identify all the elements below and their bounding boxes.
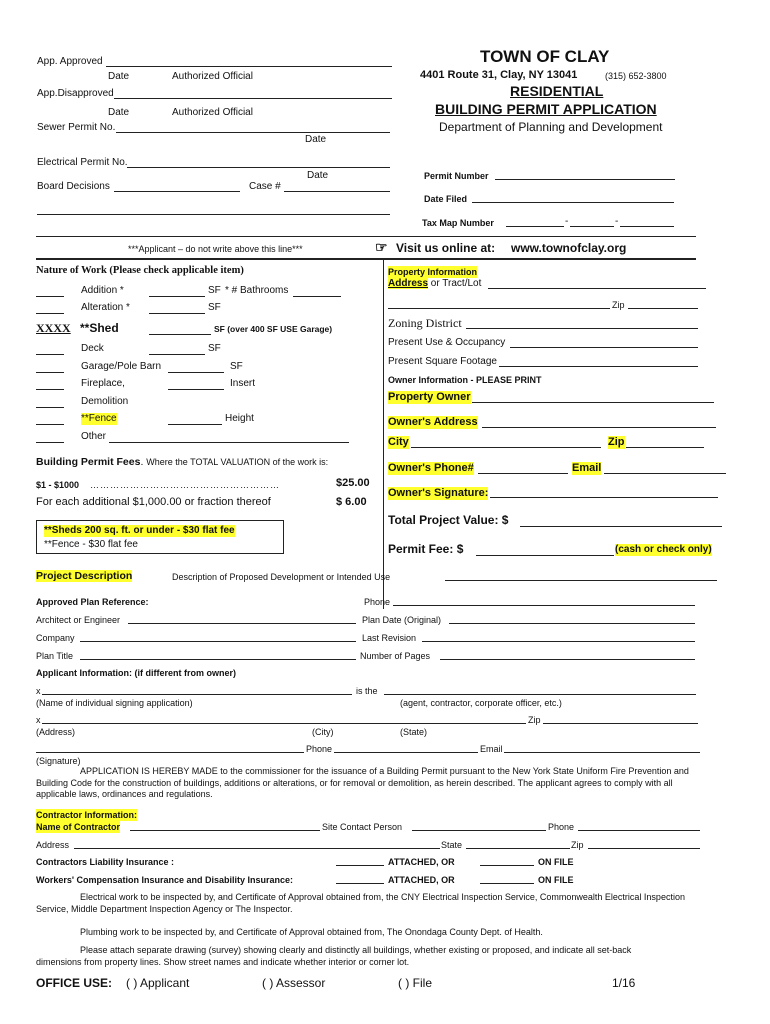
owner-phone-field[interactable] [478,473,568,474]
liability-file-field[interactable] [480,865,534,866]
applicant-role-field[interactable] [384,694,696,695]
property-address-field-2[interactable] [388,308,610,309]
demolition-label: Demolition [81,396,129,407]
tax-map-field-1[interactable] [506,226,564,227]
owner-city-field[interactable] [411,447,601,448]
owner-zip-label: Zip [608,436,625,448]
date-filed-field[interactable] [472,202,674,203]
insert-label: Insert [230,378,256,389]
agent-caption: (agent, contractor, corporate officer, etc.) [400,698,562,708]
applicant-name-field[interactable] [42,694,352,695]
fee-each-amount: $ 6.00 [336,496,367,508]
pointing-hand-icon: ☞ [375,239,388,255]
shed-label: **Shed [80,321,119,335]
square-footage-label: Present Square Footage [388,356,497,367]
date-caption: Date [108,71,130,82]
fence-label: **Fence [81,413,117,424]
drawing-note: Please attach separate drawing (survey) showing clearly and distinctly all buildings, whether existing or proposed, and indicate all set-back dimensions from property lines. Show street names and indicate whether interior or corner lot. [36,945,632,967]
site-contact-field[interactable] [412,830,546,831]
project-description-heading: Project Description [36,570,133,582]
office-file-check[interactable]: ( ) File [398,976,432,990]
permit-fee-label: Permit Fee: $ [388,542,464,556]
cash-check-note: (cash or check only) [615,544,712,555]
plan-date-field[interactable] [449,623,695,624]
property-owner-label: Property Owner [388,391,471,403]
garage-label: Garage/Pole Barn [81,361,162,372]
owner-zip-field[interactable] [626,447,704,448]
contractor-info-heading: Contractor Information: [36,810,137,820]
insert-field[interactable] [168,389,224,390]
owner-address-field[interactable] [482,427,716,428]
board-notes-field[interactable] [37,214,390,215]
fence-check[interactable] [36,424,64,425]
board-decisions-label: Board Decisions [37,181,110,192]
property-address-label: Address [388,278,429,289]
electrical-permit-label: Electrical Permit No. [37,157,128,168]
description-field[interactable] [445,580,717,581]
applicant-address-field[interactable] [42,723,526,724]
fee-each-additional: For each additional $1,000.00 or fraction thereof [36,496,271,508]
bathrooms-field[interactable] [293,296,341,297]
permit-fee-field[interactable] [476,555,614,556]
owner-city-label: City [388,436,409,448]
date-caption: Date [305,134,327,145]
app-approved-field[interactable] [106,66,392,67]
applicant-info-heading: Applicant Information: (if different from owner) [36,668,236,678]
demolition-check[interactable] [36,407,64,408]
town-name: TOWN OF CLAY [480,47,610,66]
liability-label: Contractors Liability Insurance : [36,857,175,867]
present-use-label: Present Use & Occupancy [388,337,506,348]
contractor-state-field[interactable] [466,848,570,849]
addition-label: Addition * [81,285,124,296]
fee-range: $1 - $1000 [36,480,80,490]
property-info-heading: Property Information [388,267,478,277]
property-address-field[interactable] [488,288,706,289]
shed-check-mark[interactable]: XXXX [36,321,71,335]
owner-signature-label: Owner's Signature: [388,487,489,499]
state-caption: (State) [400,727,428,737]
website-link[interactable]: www.townofclay.org [511,241,627,255]
app-approved-label: App. Approved [37,56,103,67]
office-use-label: OFFICE USE: [36,976,113,990]
title-building-permit: BUILDING PERMIT APPLICATION [435,101,657,117]
architect-label: Architect or Engineer [36,615,121,625]
applicant-email-field[interactable] [504,752,700,753]
square-footage-field[interactable] [499,366,698,367]
tax-map-field-2[interactable] [570,226,614,227]
address-row: Address or Tract/Lot [388,278,482,289]
sewer-permit-label: Sewer Permit No. [37,122,116,133]
applicant-note: ***Applicant – do not write above this line*** [128,244,303,254]
permit-number-label: Permit Number [424,171,489,181]
sewer-permit-field[interactable] [116,132,390,133]
approved-plan-label: Approved Plan Reference: [36,597,149,607]
plan-phone-field[interactable] [393,605,695,606]
application-paragraph: APPLICATION IS HEREBY MADE to the commissioner for the issuance of a Building Permit pursuant to the New York State Uniform Fire Prevention and Building Code for the construction of buildings, additions or alterations, or for removal or demolition, as herein described. The applicant agrees to comply with all applicable laws, ordinances and regulations. [36,766,689,799]
comp-attached-field[interactable] [336,883,384,884]
property-owner-field[interactable] [472,402,714,403]
number-pages-label: Number of Pages [360,651,431,661]
plan-phone-label: Phone [364,597,391,607]
other-check[interactable] [36,442,64,443]
deck-check[interactable] [36,354,64,355]
other-field[interactable] [109,442,349,443]
visit-online-label: Visit us online at: [396,241,496,255]
fence-flat-fee: **Fence - $30 flat fee [44,539,138,550]
owner-address-label: Owner's Address [388,416,478,428]
company-field[interactable] [80,641,356,642]
zoning-label: Zoning District [388,316,462,330]
deck-sf-field[interactable] [149,354,205,355]
date-filed-label: Date Filed [424,194,468,204]
office-applicant-check[interactable]: ( ) Applicant [126,976,190,990]
tax-map-label: Tax Map Number [422,218,494,228]
garage-check[interactable] [36,372,64,373]
zoning-field[interactable] [466,328,698,329]
contractor-name-label: Name of Contractor [36,822,121,832]
company-label: Company [36,633,75,643]
total-value-label: Total Project Value: $ [388,513,509,527]
shed-sf-note: SF (over 400 SF USE Garage) [214,324,333,334]
plan-title-field[interactable] [80,659,356,660]
owner-email-label: Email [572,462,602,474]
property-zip-field[interactable] [628,308,698,309]
owner-phone-label: Owner's Phone# [388,462,474,474]
alteration-label: Alteration * [81,302,130,313]
shed-sf-field[interactable] [149,334,211,335]
name-signing-caption: (Name of individual signing application) [36,698,193,708]
fireplace-label: Fireplace, [81,378,125,389]
fireplace-check[interactable] [36,389,64,390]
nature-of-work-heading: Nature of Work (Please check applicable item) [36,265,244,276]
comp-label: Workers' Compensation Insurance and Disability Insurance: [36,875,294,885]
contractor-name-field[interactable] [130,830,320,831]
department-name: Department of Planning and Development [439,120,663,134]
owner-info-heading: Owner Information - PLEASE PRINT [388,375,542,385]
date-caption: Date [108,107,130,118]
fees-note: Where the TOTAL VALUATION of the work is: [146,457,329,467]
plumbing-note: Plumbing work to be inspected by, and Certificate of Approval obtained from, The Onondaga County Dept. of Health. [80,927,543,937]
official-caption: Authorized Official [172,71,253,82]
owner-email-field[interactable] [604,473,726,474]
town-address: 4401 Route 31, Clay, NY 13041 [420,69,578,81]
alteration-sf-field[interactable] [149,313,205,314]
fees-heading-wrap: Building Permit Fees. Where the TOTAL VALUATION of the work is: [36,456,329,468]
signature-caption: (Signature) [36,756,81,766]
owner-signature-field[interactable] [490,497,718,498]
permit-number-field[interactable] [495,179,675,180]
total-value-field[interactable] [520,526,722,527]
applicant-zip-field[interactable] [543,723,698,724]
tax-map-field-3[interactable] [620,226,674,227]
date-caption: Date [307,170,329,181]
last-revision-field[interactable] [422,641,695,642]
page-number: 1/16 [612,976,636,990]
fee-range-amount: $25.00 [336,477,370,489]
applicant-phone-field[interactable] [334,752,478,753]
addition-check[interactable] [36,296,64,297]
app-disapproved-field[interactable] [114,98,392,99]
site-contact-label: Site Contact Person [322,822,403,832]
contractor-zip-field[interactable] [588,848,700,849]
height-label: Height [225,413,254,424]
bathrooms-label: * # Bathrooms [225,285,289,296]
comp-file-field[interactable] [480,883,534,884]
plan-date-label: Plan Date (Original) [362,615,442,625]
case-field[interactable] [284,191,390,192]
shed-flat-fee: **Sheds 200 sq. ft. or under - $30 flat fee [44,525,235,536]
applicant-signature-field[interactable] [36,752,304,753]
electrical-permit-field[interactable] [127,167,390,168]
addition-sf-field[interactable] [149,296,205,297]
contractor-address-field[interactable] [74,848,440,849]
plan-title-label: Plan Title [36,651,74,661]
office-assessor-check[interactable]: ( ) Assessor [262,976,326,990]
garage-sf-field[interactable] [168,372,224,373]
board-decisions-field[interactable] [114,191,240,192]
present-use-field[interactable] [510,347,698,348]
fence-height-field[interactable] [168,424,222,425]
contractor-address-label: Address [36,840,70,850]
fees-heading: Building Permit Fees [36,456,141,468]
number-pages-field[interactable] [440,659,695,660]
liability-attached-field[interactable] [336,865,384,866]
contractor-phone-field[interactable] [578,830,700,831]
alteration-check[interactable] [36,313,64,314]
address-caption: (Address) [36,727,76,737]
description-label: Description of Proposed Development or Intended Use [172,572,391,582]
town-phone: (315) 652-3800 [605,71,667,81]
electrical-note: Electrical work to be inspected by, and Certificate of Approval obtained from, the CNY Electrical Inspection Service, Commonwealth Electrical Inspection Service, Middle Department Inspection Agency or The Inspector. [36,892,685,914]
official-caption: Authorized Official [172,107,253,118]
city-caption: (City) [312,727,334,737]
app-disapproved-label: App.Disapproved [37,88,114,99]
title-residential: RESIDENTIAL [510,83,604,99]
architect-field[interactable] [128,623,356,624]
deck-label: Deck [81,343,104,354]
last-revision-label: Last Revision [362,633,417,643]
other-label: Other [81,431,107,442]
case-label: Case # [249,181,281,192]
